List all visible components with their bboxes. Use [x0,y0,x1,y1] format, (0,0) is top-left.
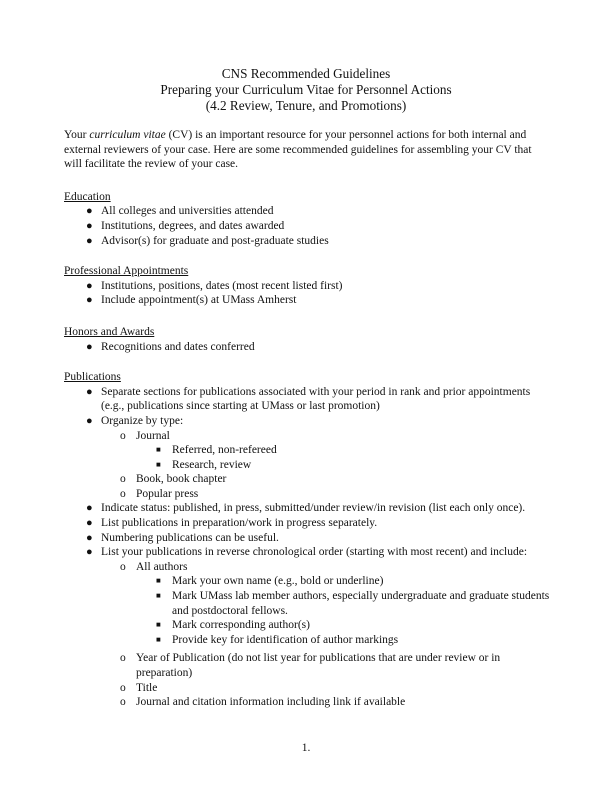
education-heading: Education [64,190,111,203]
bullet-icon: ● [86,205,93,218]
list-item-text: Referred, non-refereed [172,444,277,457]
bullet-icon: ● [86,546,93,559]
list-item [154,633,552,648]
list-item [64,545,552,710]
list-item-text: Numbering publications can be useful. [101,531,279,544]
bullet-icon: ● [86,340,93,353]
circle-bullet-icon: o [120,652,126,665]
list-item-text: Provide key for identification of author markings [172,633,399,646]
title-line-3: (4.2 Review, Tenure, and Promotions) [205,98,407,113]
appointments-heading: Professional Appointments [64,265,189,278]
list-item-text: Title [136,681,158,694]
list-item [64,414,552,502]
list-item-text: Mark UMass lab member authors, especially undergraduate and graduate students and postdoctoral fellows. [172,590,550,617]
square-bullet-icon: ■ [156,576,161,586]
list-item [118,651,552,680]
list-item-text: Journal and citation information including link if available [136,696,406,709]
list-item [154,618,552,633]
circle-bullet-icon: o [120,560,126,573]
list-item [64,219,552,234]
bullet-icon: ● [86,414,93,427]
list-item [64,385,552,414]
list-item [118,681,552,696]
list-item [154,589,552,618]
circle-bullet-icon: o [120,429,126,442]
education-list [64,204,552,248]
square-bullet-icon: ■ [156,620,161,630]
square-bullet-icon: ■ [156,591,161,601]
list-item [118,487,552,502]
list-item-text: Journal [136,429,170,442]
intro-italic: curriculum vitae [89,129,166,141]
list-item-text: Mark corresponding author(s) [172,619,310,632]
publication-types-list [118,429,552,502]
list-item-text: Year of Publication (do not list year for publications that are under review or in preparation) [136,652,501,679]
square-bullet-icon: ■ [156,445,161,455]
list-item [118,429,552,473]
publications-list [64,385,552,710]
list-item-text: Separate sections for publications associated with your period in rank and prior appointments (e.g., publications since starting at UMass or last promotion) [101,385,531,413]
list-item [64,234,552,249]
title-line-2: Preparing your Curriculum Vitae for Personnel Actions [160,82,452,97]
list-item-text: All authors [136,560,188,573]
list-item [154,458,552,473]
appointments-list [64,279,552,308]
list-item [118,695,552,710]
square-bullet-icon: ■ [156,459,161,469]
document-title [0,66,612,114]
bullet-icon: ● [86,385,93,398]
list-item-text: Recognitions and dates conferred [101,340,255,353]
circle-bullet-icon: o [120,473,126,486]
list-item [64,279,552,294]
list-item [64,501,552,516]
document-body [64,128,552,710]
list-item [118,472,552,487]
bullet-icon: ● [86,517,93,530]
list-item-text: Organize by type: [101,414,184,427]
square-bullet-icon: ■ [156,634,161,644]
bullet-icon: ● [86,219,93,232]
circle-bullet-icon: o [120,681,126,694]
list-item-text: Institutions, degrees, and dates awarded [101,219,285,232]
bullet-icon: ● [86,234,93,247]
list-item-text: Book, book chapter [136,473,227,486]
list-item [118,560,552,652]
list-item-text: Advisor(s) for graduate and post-graduate studies [101,234,329,247]
list-item-text: Indicate status: published, in press, submitted/under review/in revision (list each only once). [101,502,526,515]
bullet-icon: ● [86,294,93,307]
intro-prefix: Your [64,129,90,141]
list-item [64,293,552,308]
list-item-text: Mark your own name (e.g., bold or underline) [172,575,384,588]
list-item [154,574,552,589]
author-items-list [154,574,552,647]
list-item-text: Popular press [136,487,199,500]
list-item-text: List publications in preparation/work in progress separately. [101,517,378,530]
page-number: 1. [301,742,311,754]
honors-heading: Honors and Awards [64,325,155,338]
bullet-icon: ● [86,279,93,292]
circle-bullet-icon: o [120,487,126,500]
list-item [64,531,552,546]
include-list [118,560,552,710]
intro-suffix: (CV) is an important resource for your personnel actions for both internal and external reviewers of your case. Here are some recommended guidelines for assembling your CV that will facilitate the review of your case. [64,129,532,171]
list-item-text: List your publications in reverse chronological order (starting with most recent) and include: [101,546,528,559]
bullet-icon: ● [86,502,93,515]
journal-subtypes-list [154,443,552,472]
list-item-text: Institutions, positions, dates (most recent listed first) [101,279,343,292]
circle-bullet-icon: o [120,696,126,709]
intro-paragraph [64,128,552,172]
list-item [154,443,552,458]
list-item-text: Research, review [172,458,252,471]
list-item [64,340,552,355]
list-item [64,516,552,531]
list-item [64,204,552,219]
publications-heading: Publications [64,371,121,384]
list-item-text: All colleges and universities attended [101,205,274,218]
honors-list [64,340,552,355]
bullet-icon: ● [86,531,93,544]
title-line-1: CNS Recommended Guidelines [221,66,391,81]
list-item-text: Include appointment(s) at UMass Amherst [101,294,297,307]
